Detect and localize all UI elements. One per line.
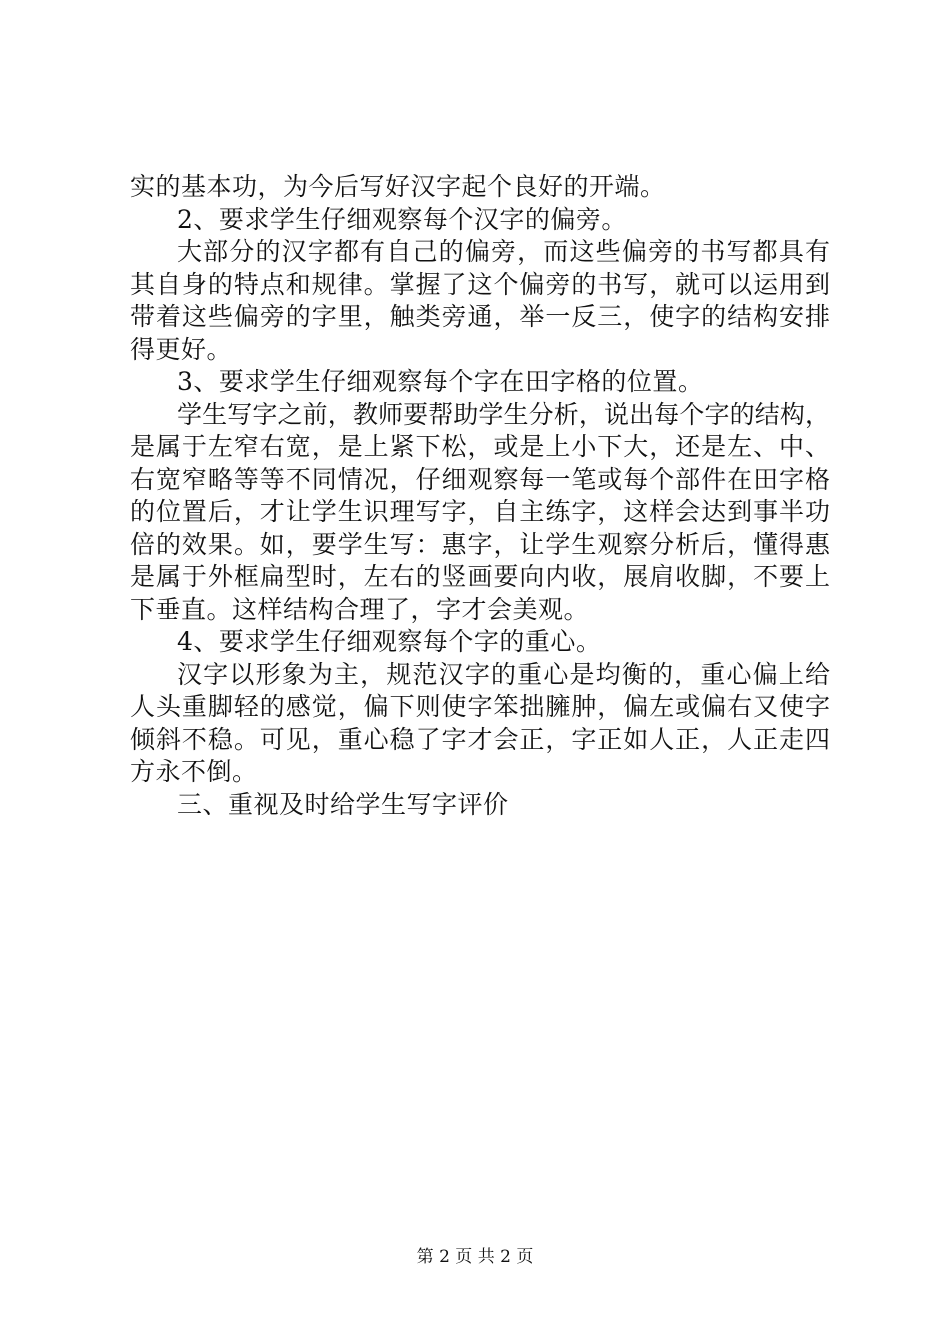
section-heading: 3、要求学生仔细观察每个字在田字格的位置。 bbox=[177, 367, 704, 396]
section-heading: 三、重视及时给学生写字评价 bbox=[177, 789, 509, 819]
paragraph-line: 实的基本功，为今后写好汉字起个良好的开端。 bbox=[130, 172, 666, 201]
paragraph-line: 倾斜不稳。可见，重心稳了字才会正，字正如人正，人正走四 bbox=[130, 724, 830, 754]
paragraph-line: 的位置后，才让学生识理写字，自主练字，这样会达到事半功 bbox=[130, 497, 830, 526]
section-heading: 4、要求学生仔细观察每个字的重心。 bbox=[177, 627, 602, 656]
paragraph-line: 人头重脚轻的感觉，偏下则使字笨拙臃肿，偏左或偏右又使字 bbox=[130, 692, 830, 721]
paragraph-line: 倍的效果。如，要学生写：惠字，让学生观察分析后，懂得惠 bbox=[130, 529, 830, 559]
paragraph-line: 右宽窄略等等不同情况，仔细观察每一笔或每个部件在田字格 bbox=[130, 464, 830, 494]
paragraph-line: 学生写字之前，教师要帮助学生分析，说出每个字的结构， bbox=[177, 399, 830, 429]
paragraph-line: 汉字以形象为主，规范汉字的重心是均衡的，重心偏上给 bbox=[177, 659, 830, 689]
paragraph-line: 带着这些偏旁的字里，触类旁通，举一反三，使字的结构安排 bbox=[130, 302, 830, 331]
paragraph-line: 大部分的汉字都有自己的偏旁，而这些偏旁的书写都具有 bbox=[177, 237, 830, 266]
paragraph-line: 方永不倒。 bbox=[130, 757, 258, 786]
page-number-footer: 第 2 页 共 2 页 bbox=[416, 1247, 534, 1267]
paragraph-line: 其自身的特点和规律。掌握了这个偏旁的书写，就可以运用到 bbox=[130, 269, 830, 299]
document-body bbox=[130, 171, 830, 821]
section-heading: 2、要求学生仔细观察每个汉字的偏旁。 bbox=[177, 204, 627, 234]
paragraph-line: 是属于外框扁型时，左右的竖画要向内收，展肩收脚，不要上 bbox=[130, 562, 830, 591]
paragraph-line: 是属于左窄右宽，是上紧下松，或是上小下大，还是左、中、 bbox=[130, 432, 830, 461]
paragraph-line: 得更好。 bbox=[130, 334, 233, 364]
paragraph-line: 下垂直。这样结构合理了，字才会美观。 bbox=[130, 594, 590, 624]
